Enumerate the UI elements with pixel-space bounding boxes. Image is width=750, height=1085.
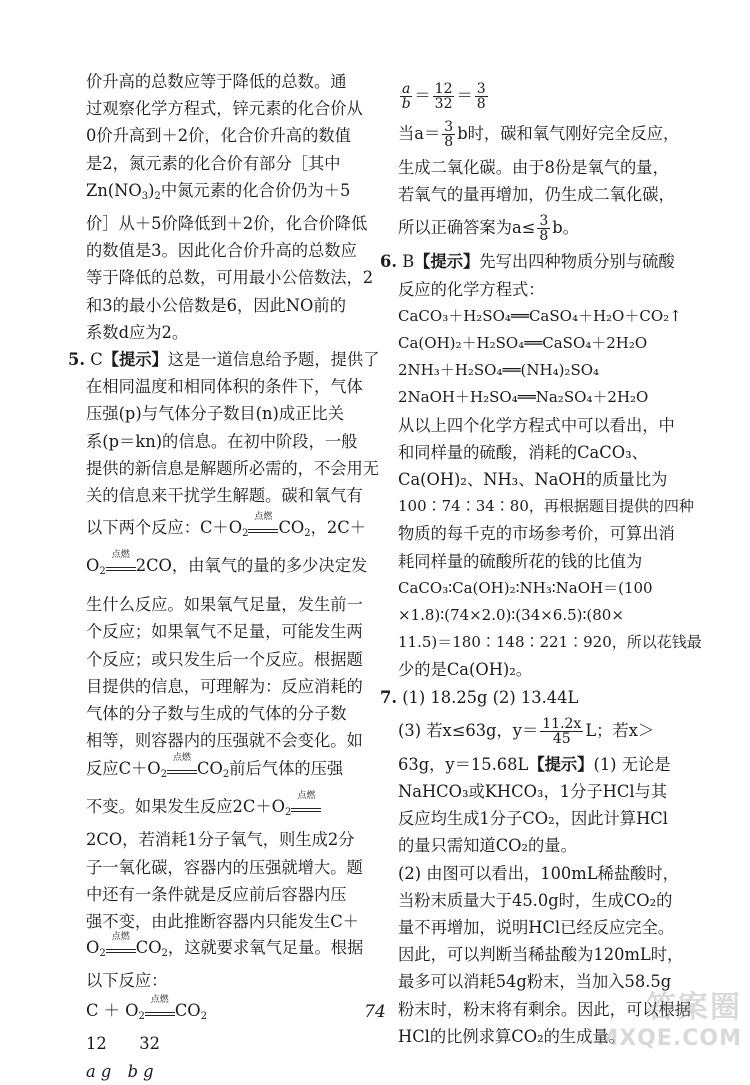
numerator: 11.2x (542, 715, 582, 732)
reaction-condition (106, 550, 136, 571)
equation-3: 2NH₃＋H₂SO₄══(NH₄)₂SO₄ (398, 361, 600, 380)
question-7 (380, 684, 698, 711)
reaction-condition (291, 791, 321, 812)
subscript: 2 (99, 948, 106, 960)
text-line: 系数d应为2。 (86, 322, 189, 342)
text-line: 11.5)＝180∶148∶221∶920，所以花钱最 (398, 633, 702, 652)
answer-letter: B (402, 252, 415, 272)
left-column (68, 68, 382, 1085)
denominator: 8 (444, 134, 454, 150)
text-line: 的量只需知道CO₂的量。 (398, 836, 577, 856)
text-line: 反应的化学方程式： (398, 279, 545, 299)
text-line: 压强(p)与气体分子数目(n)成正比关 (86, 404, 344, 424)
text-line: 0价升高到＋2价，化合价升高的数值 (86, 126, 351, 146)
text-segment: ，这就要求氧气足量。根据 (167, 938, 364, 958)
text-segment: 63g，y＝15.68L (398, 754, 529, 774)
numerator: a (402, 81, 411, 97)
text-line: 和同样量的硫酸，消耗的CaCO₃、 (398, 442, 648, 462)
text-segment: 以下两个反应：C＋O (86, 518, 243, 538)
subscript: 2 (284, 807, 292, 819)
question-number: 5. (68, 350, 85, 370)
watermark-logo-text: 答案圈 (646, 990, 742, 1025)
fraction (537, 214, 550, 243)
text-line: (2) 由图可以看出，100mL稀盐酸时， (398, 863, 679, 883)
text-line: 当粉末质量大于45.0g时，生成CO₂的 (398, 890, 673, 910)
numerator: 3 (444, 119, 454, 135)
text-line: ×1.8)∶(74×2.0)∶(34×6.5)∶(80× (398, 606, 624, 625)
subscript: 3 (141, 190, 149, 202)
fraction (442, 120, 455, 149)
text-line: 个反应；或只发生后一个反应。根据题 (86, 649, 363, 669)
text-line: 少的是Ca(OH)₂。 (398, 660, 533, 680)
denominator: 32 (434, 96, 453, 112)
condition-label: 点燃 (254, 512, 273, 523)
subscript: 2 (161, 948, 168, 960)
text-line: CaCO₃∶Ca(OH)₂∶NH₃∶NaOH＝(100 (398, 578, 653, 597)
text-line: 反应均生成1分子CO₂，因此计算HCl (398, 809, 668, 829)
variable-row: a g b g (86, 1061, 154, 1081)
watermark-logo (592, 982, 742, 1051)
text-line: 系(p＝kn)的信息。在初中阶段，一般 (86, 431, 358, 451)
text-segment: 2CO，由氧气的量的多少决定发 (135, 556, 368, 576)
denominator: b (401, 96, 411, 112)
text-segment: CO (135, 938, 162, 958)
text-line (86, 547, 382, 591)
subscript: 2 (160, 769, 168, 781)
hint-label: 【提示】 (102, 350, 168, 370)
fraction (540, 717, 583, 746)
text-line: 相等，则容器内的压强就不会变化。如 (86, 731, 363, 751)
fraction (475, 82, 488, 111)
subscript: 2 (304, 528, 311, 540)
equation-1: CaCO₃＋H₂SO₄══CaSO₄＋H₂O＋CO₂↑ (398, 306, 682, 325)
answer-letter: C (90, 350, 103, 370)
page-number: 74 (364, 1002, 386, 1022)
text-segment: (3) 若x≤63g，y＝ (398, 720, 539, 740)
text-line: 关的信息来干扰学生解题。碳和氧气有 (86, 486, 363, 506)
text-line (398, 208, 698, 248)
text-segment: 前后气体的压强 (229, 759, 344, 779)
condition-label: 点燃 (173, 753, 192, 764)
text-line: Ca(OH)₂、NH₃、NaOH的质量比为 (398, 470, 668, 490)
text-line: 以下反应： (86, 971, 168, 991)
text-line: 子一氧化碳，容器内的压强就增大。题 (86, 857, 363, 877)
text-segment: O (86, 938, 100, 958)
text-segment: L；若x＞ (585, 720, 655, 740)
denominator: 8 (476, 96, 486, 112)
double-bar (291, 808, 321, 812)
text-line: 因此，可以判断当稀盐酸为120mL时， (398, 945, 684, 965)
text-line: 等于降低的总数，可用最小公倍数法，2 (86, 268, 374, 288)
text-line: 生什么反应。如果氧气足量，发生前一 (86, 595, 363, 615)
text-line: 的数值是3。因此化合价升高的总数应 (86, 241, 357, 261)
double-bar (248, 529, 278, 533)
question-number: 7. (380, 687, 397, 707)
text-segment: Zn(NO (86, 180, 142, 200)
subscript: 2 (138, 1011, 145, 1023)
fraction (433, 82, 455, 111)
hint-label: 【提示】 (414, 252, 480, 272)
subscript: 2 (99, 566, 106, 578)
text-line (398, 751, 698, 778)
text-line: HCl的比例求算CO₂的生成量。 (398, 1026, 626, 1046)
text-line: 和3的最小公倍数是6，因此NO前的 (86, 295, 346, 315)
text-line: 提供的新信息是解题所必需的，不会用无 (86, 458, 380, 478)
text-line: 耗同样量的硫酸所花的钱的比值为 (398, 551, 643, 571)
text-line: 从以上四个化学方程式中可以看出，中 (398, 415, 675, 435)
text-line: 量不再增加，说明HCl已经反应完全。 (398, 918, 675, 938)
text-segment: (1) 18.25g (2) 13.44L (402, 687, 579, 707)
text-line (398, 711, 698, 751)
text-segment: b。 (552, 218, 579, 238)
denominator: 45 (552, 730, 571, 747)
text-line: 生成二氧化碳。由于8份是氧气的量， (398, 158, 669, 177)
text-segment: CO (197, 759, 223, 779)
text-line: 价］从＋5价降低到＋2价，化合价降低 (86, 214, 368, 234)
hint-label: 【提示】 (528, 754, 594, 774)
text-line: 物质的每千克的市场参考价，可算出消 (398, 524, 675, 544)
text-line: 2CO，若消耗1分子氧气，则生成2分 (86, 830, 355, 850)
text-line: 最多可以消耗54g粉末，当加入58.5g (398, 972, 672, 992)
condition-label: 点燃 (111, 550, 130, 561)
numerator: 3 (476, 81, 486, 97)
subscript: 2 (222, 769, 230, 781)
text-segment: 中氮元素的化合价仍为＋5 (160, 180, 351, 200)
text-line: 目提供的信息，可理解为：反应消耗的 (86, 676, 363, 696)
text-line: 中还有一条件就是反应前后容器内压 (86, 884, 347, 904)
text-line: NaHCO₃或KHCO₃，1分子HCl与其 (398, 782, 668, 802)
text-segment: b时，碳和氧气刚好完全反应， (457, 124, 680, 143)
ratio-line: $\frac{a}{b}$ ＝ $\frac{12}{32}$ ＝ $\frac{3}{8}$ (401, 81, 486, 112)
reaction-condition (106, 932, 136, 953)
text-segment: ) (148, 180, 155, 200)
text-line (86, 177, 382, 210)
text-segment: 所以正确答案为a≤ (398, 218, 536, 238)
text-segment: 这是一道信息给予题，提供了 (167, 350, 380, 370)
numerator: 3 (539, 213, 549, 230)
text-segment: ，2C＋ (310, 518, 367, 538)
subscript: 2 (242, 528, 249, 540)
condition-label: 点燃 (297, 791, 316, 802)
double-bar (106, 567, 136, 571)
double-bar (106, 949, 136, 953)
text-segment: 先写出四种物质分别与硫酸 (479, 252, 675, 272)
text-line: 100∶74∶34∶80，再根据题目提供的四种 (398, 497, 694, 516)
reaction-condition (167, 753, 197, 774)
text-line: 若氧气的量再增加，仍生成二氧化碳， (398, 185, 675, 205)
text-segment: O (86, 556, 100, 576)
text-line: 是2，氮元素的化合价有部分［其中 (86, 153, 341, 173)
double-bar (167, 770, 197, 774)
text-line: 价升高的总数应等于降低的总数。通 (86, 72, 347, 91)
watermark-site-text: MXQE.COM (596, 1026, 742, 1051)
condition-label: 点燃 (111, 932, 130, 943)
subscript: 2 (154, 190, 161, 202)
mass-row: 12 32 (86, 1034, 160, 1054)
right-column (380, 78, 702, 1050)
text-line: 强不变，由此推断容器内只能发生C＋ (86, 912, 359, 932)
subscript: 2 (200, 1011, 207, 1023)
question-5 (68, 346, 382, 373)
text-line (398, 114, 698, 154)
text-line: 过观察化学方程式，锌元素的化合价从 (86, 99, 363, 119)
question-number: 6. (380, 252, 397, 272)
text-line: 个反应；如果氧气不足量，可能发生两 (86, 622, 363, 642)
numerator: 12 (434, 81, 453, 97)
text-segment: CO (278, 518, 305, 538)
text-line: 在相同温度和相同体积的条件下，气体 (86, 377, 363, 397)
question-6 (380, 248, 698, 275)
text-segment: 当a＝ (398, 124, 441, 143)
text-line: 气体的分子数与生成的气体的分子数 (86, 704, 347, 724)
text-segment: (1) 无论是 (593, 754, 671, 774)
text-segment: CO (174, 1001, 201, 1021)
text-line: 粉末时，粉末将有剩余。因此，可以根据 (398, 999, 692, 1019)
text-segment: C ＋ O (86, 1001, 139, 1021)
fraction (400, 82, 412, 111)
reaction-condition (248, 512, 278, 533)
text-segment: 不变。如果发生反应2C＋O (86, 797, 285, 817)
condition-label: 点燃 (150, 995, 169, 1006)
denominator: 8 (539, 228, 549, 245)
text-segment: 反应C＋O (86, 759, 161, 779)
equation-4: 2NaOH＋H₂SO₄══Na₂SO₄＋2H₂O (398, 388, 649, 407)
equation-2: Ca(OH)₂＋H₂SO₄══CaSO₄＋2H₂O (398, 334, 648, 353)
